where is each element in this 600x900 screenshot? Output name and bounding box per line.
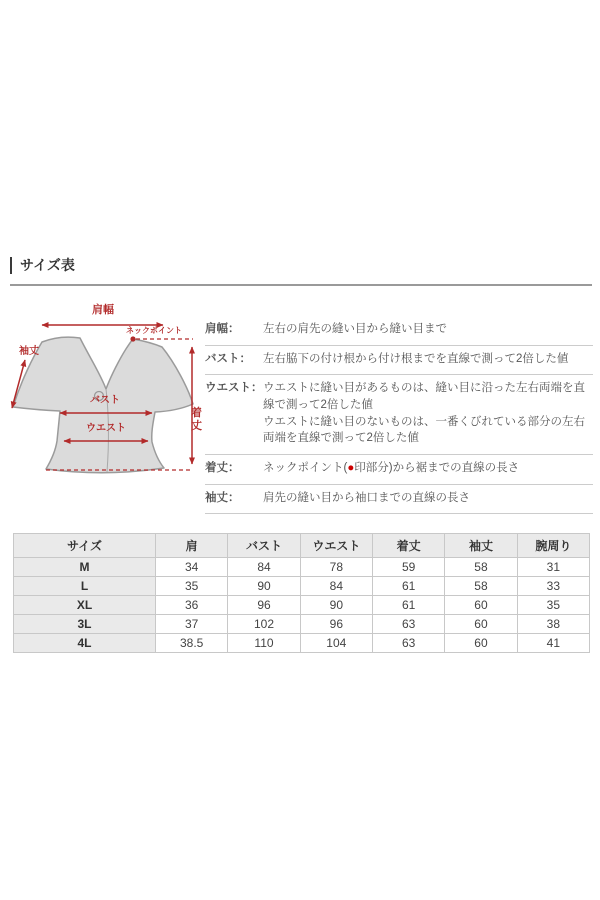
value-cell: 84 — [228, 558, 300, 577]
value-cell: 60 — [445, 634, 517, 653]
value-cell: 104 — [300, 634, 372, 653]
definition-row-shoulder — [205, 316, 593, 346]
value-cell: 63 — [372, 634, 444, 653]
table-row-3l — [14, 615, 590, 634]
definition-row-body-length — [205, 455, 593, 485]
definition-desc-line2: ウエストに縫い目のないものは、一番くびれている部分の左右両端を直線で測って2倍した値 — [263, 415, 585, 445]
size-cell: M — [14, 558, 156, 577]
page-title: サイズ表 — [10, 257, 75, 274]
definition-term: 袖丈： — [205, 491, 240, 504]
definition-desc — [263, 380, 593, 447]
value-cell: 61 — [372, 577, 444, 596]
definition-desc — [263, 460, 593, 477]
value-cell: 110 — [228, 634, 300, 653]
value-cell: 38 — [517, 615, 589, 634]
value-cell: 36 — [156, 596, 228, 615]
value-cell: 102 — [228, 615, 300, 634]
definition-desc-line1: ウエストに縫い目があるものは、縫い目に沿った左右両端を直線で測って2倍した値 — [263, 382, 585, 412]
measurement-definitions — [205, 316, 593, 514]
value-cell: 41 — [517, 634, 589, 653]
value-cell: 34 — [156, 558, 228, 577]
definition-desc: 左右の肩先の縫い目から縫い目まで — [263, 323, 447, 335]
value-cell: 90 — [300, 596, 372, 615]
value-cell: 96 — [228, 596, 300, 615]
value-cell: 37 — [156, 615, 228, 634]
value-cell: 90 — [228, 577, 300, 596]
definition-desc: 左右脇下の付け根から付け根までを直線で測って2倍した値 — [263, 352, 569, 365]
col-header-size: サイズ — [14, 534, 156, 558]
definition-term: バスト： — [205, 352, 251, 365]
col-header-arm: 腕周り — [517, 534, 589, 558]
definition-term: 肩幅： — [205, 323, 240, 335]
value-cell: 59 — [372, 558, 444, 577]
size-cell: 4L — [14, 634, 156, 653]
definition-term: 着丈： — [205, 462, 240, 475]
sleeve-length-label: 袖丈 — [19, 346, 39, 357]
size-table — [13, 533, 590, 653]
neck-point-dot-glyph: ● — [347, 462, 355, 475]
bust-label: バスト — [90, 395, 120, 406]
value-cell: 78 — [300, 558, 372, 577]
garment-measurement-diagram — [5, 303, 210, 478]
value-cell: 31 — [517, 558, 589, 577]
col-header-sleeve: 袖丈 — [445, 534, 517, 558]
table-row-xl — [14, 596, 590, 615]
definition-row-bust — [205, 346, 593, 376]
size-cell: 3L — [14, 615, 156, 634]
value-cell: 33 — [517, 577, 589, 596]
neck-point-label: ネックポイント — [126, 326, 182, 335]
title-divider — [10, 284, 592, 286]
value-cell: 84 — [300, 577, 372, 596]
size-cell: XL — [14, 596, 156, 615]
neck-point-dot — [130, 336, 135, 341]
size-cell: L — [14, 577, 156, 596]
table-row-4l — [14, 634, 590, 653]
value-cell: 63 — [372, 615, 444, 634]
waist-label: ウエスト — [86, 423, 126, 434]
table-row-m — [14, 558, 590, 577]
value-cell: 58 — [445, 577, 517, 596]
definition-row-waist — [205, 375, 593, 455]
col-header-bust: バスト — [228, 534, 300, 558]
value-cell: 60 — [445, 615, 517, 634]
size-table-header-row — [14, 534, 590, 558]
value-cell: 35 — [517, 596, 589, 615]
definition-desc-pre: ネックポイント( — [263, 462, 348, 475]
definition-desc-post: 印部分)から裾までの直線の長さ — [354, 462, 520, 475]
value-cell: 96 — [300, 615, 372, 634]
value-cell: 58 — [445, 558, 517, 577]
value-cell: 35 — [156, 577, 228, 596]
body-length-label: 着丈 — [191, 407, 202, 432]
value-cell: 38.5 — [156, 634, 228, 653]
definition-term: ウエスト： — [205, 382, 263, 395]
table-row-l — [14, 577, 590, 596]
col-header-waist: ウエスト — [300, 534, 372, 558]
value-cell: 61 — [372, 596, 444, 615]
value-cell: 60 — [445, 596, 517, 615]
col-header-shoulder: 肩 — [156, 534, 228, 558]
col-header-length: 着丈 — [372, 534, 444, 558]
definition-desc: 肩先の縫い目から袖口までの直線の長さ — [263, 491, 470, 504]
shoulder-width-label: 肩幅 — [92, 304, 114, 316]
definition-row-sleeve — [205, 485, 593, 515]
